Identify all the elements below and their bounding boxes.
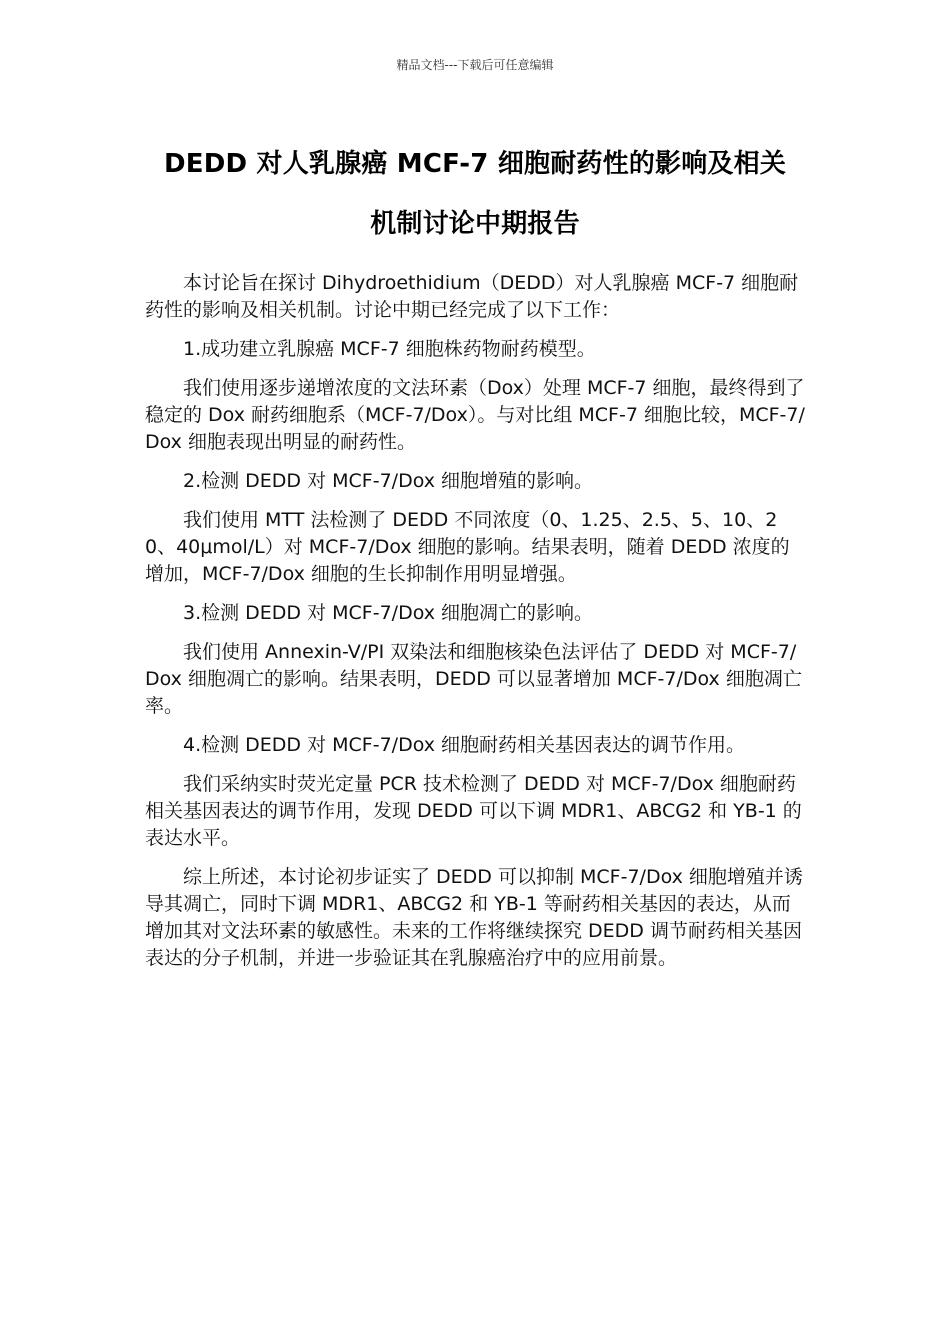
title-line-1: DEDD 对人乳腺癌 MCF-7 细胞耐药性的影响及相关: [163, 149, 787, 179]
document-title: [140, 134, 810, 254]
page-header-note: 精品文档---下载后可任意编辑: [396, 58, 554, 72]
work-item-detail-1: 我们使用逐步递增浓度的文法环素（Dox）处理 MCF-7 细胞，最终得到了稳定的 Dox 耐药细胞系（MCF-7/Dox）。与对比组 MCF-7 细胞比较，MCF-7/Dox 细胞表现出明显的耐药性。: [145, 377, 805, 453]
intro-paragraph: 本讨论旨在探讨 Dihydroethidium（DEDD）对人乳腺癌 MCF-7 细胞耐药性的影响及相关机制。讨论中期已经完成了以下工作：: [145, 272, 799, 321]
work-item-heading-2: 2.检测 DEDD 对 MCF-7/Dox 细胞增殖的影响。: [183, 470, 594, 492]
work-item-detail-3: 我们使用 Annexin-V/PI 双染法和细胞核染色法评估了 DEDD 对 MCF-7/Dox 细胞凋亡的影响。结果表明，DEDD 可以显著增加 MCF-7/Dox 细胞凋亡率。: [145, 641, 802, 717]
work-item-heading-4: 4.检测 DEDD 对 MCF-7/Dox 细胞耐药相关基因表达的调节作用。: [183, 734, 746, 756]
document-body: [145, 270, 805, 984]
work-item-heading-1: 1.成功建立乳腺癌 MCF-7 细胞株药物耐药模型。: [183, 338, 596, 360]
title-line-2: 机制讨论中期报告: [370, 209, 580, 239]
summary-paragraph: 综上所述，本讨论初步证实了 DEDD 可以抑制 MCF-7/Dox 细胞增殖并诱导其凋亡，同时下调 MDR1、ABCG2 和 YB-1 等耐药相关基因的表达，从而增加其对文法环素的敏感性。未来的工作将继续探究 DEDD 调节耐药相关基因表达的分子机制，并进一步验证其在乳腺癌治疗中的应用前景。: [145, 866, 803, 969]
work-item-detail-4: 我们采纳实时荧光定量 PCR 技术检测了 DEDD 对 MCF-7/Dox 细胞耐药相关基因表达的调节作用，发现 DEDD 可以下调 MDR1、ABCG2 和 YB-1 的表达水平。: [145, 773, 802, 849]
work-item-heading-3: 3.检测 DEDD 对 MCF-7/Dox 细胞凋亡的影响。: [183, 602, 594, 624]
work-item-detail-2: 我们使用 MTT 法检测了 DEDD 不同浓度（0、1.25、2.5、5、10、20、40μmol/L）对 MCF-7/Dox 细胞的影响。结果表明，随着 DEDD 浓度的增加，MCF-7/Dox 细胞的生长抑制作用明显增强。: [145, 509, 790, 585]
